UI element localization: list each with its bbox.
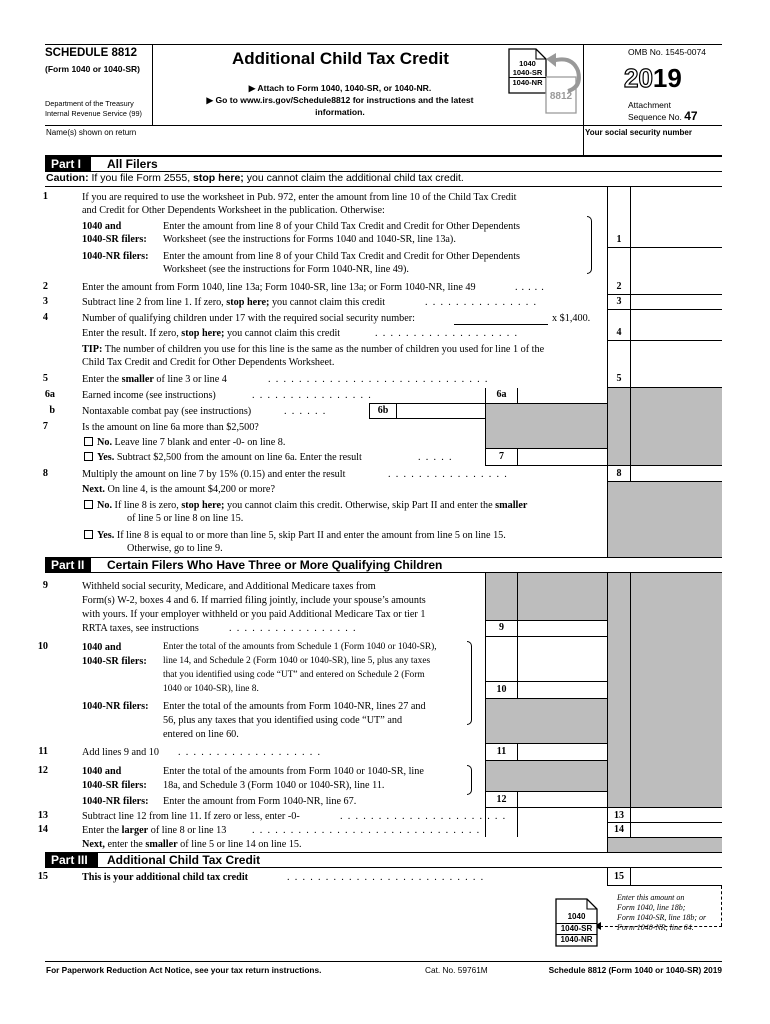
line3-text — [82, 296, 385, 309]
line8-rule — [607, 481, 722, 482]
line1-filer1b: 1040-SR filers: — [82, 234, 147, 245]
footer-cat: Cat. No. 59761M — [425, 965, 488, 975]
line10-nr-a: Enter the total of the amounts from Form 1040-NR, lines 27 and — [163, 701, 426, 712]
line14-leader: .............................. — [252, 825, 485, 836]
line15-pointer-v — [721, 886, 722, 926]
line3-label: 3 — [616, 296, 622, 307]
line15-note-2: Form 1040, line 18b; — [617, 903, 686, 912]
line9-rule — [485, 636, 607, 637]
footer-rule — [45, 961, 722, 962]
line6a-label: 6a — [496, 389, 507, 400]
line4-children-line — [454, 324, 548, 325]
tip-body: The number of children you use for this line is the same as the number of children you used for line 1 of the — [102, 344, 545, 355]
footer-paperwork: For Paperwork Reduction Act Notice, see your tax return instructions. — [46, 965, 322, 975]
line7-text: Is the amount on line 6a more than $2,500? — [82, 422, 259, 433]
line14-text-c: of line 8 or line 13 — [148, 825, 227, 836]
part3-header — [45, 852, 722, 868]
line3-leader: ............... — [425, 297, 542, 308]
line7-number: 7 — [42, 421, 48, 432]
icon-bottom-1040nr: 1040-NR — [556, 934, 597, 945]
line8-no-text-b: If line 8 is zero, — [112, 500, 182, 511]
part2-title: Certain Filers Who Have Three or More Qualifying Children — [107, 558, 443, 572]
line1-filer1c: Enter the amount from line 8 of your Child Tax Credit and Credit for Other Dependents — [163, 221, 520, 232]
line7-no-checkbox[interactable] — [84, 437, 93, 446]
line12-number: 12 — [37, 765, 48, 776]
line3-amount[interactable] — [631, 295, 721, 309]
attachment-label: Attachment — [628, 100, 671, 110]
line6a-text: Earned income (see instructions) — [82, 390, 216, 401]
line6b-label: 6b — [377, 405, 389, 416]
line8-leader: ................ — [388, 469, 512, 480]
line13-number: 13 — [37, 810, 48, 821]
line10-text-a: Enter the total of the amounts from Schedule 1 (Form 1040 or 1040-SR), — [163, 642, 437, 652]
line12-nr: 1040-NR filers: — [82, 796, 149, 807]
line4-text-a: Number of qualifying children under 17 with the required social security number: — [82, 313, 415, 324]
line4-leader: ................... — [375, 328, 523, 339]
line1-filer1a: 1040 and — [82, 221, 122, 232]
tip-label: TIP: — [82, 344, 103, 355]
line8-yes-text: If line 8 is equal to or more than line 5, skip Part II and enter the amount from line 5 on line 15. — [114, 530, 506, 541]
dept-irs: Internal Revenue Service (99) — [45, 109, 142, 118]
line6b-amount[interactable] — [397, 404, 484, 418]
line8-next-text: On line 4, is the amount $4,200 or more? — [104, 484, 275, 495]
line4-text-e: you cannot claim this credit — [224, 328, 341, 339]
line8-no-text-d: you cannot claim this credit. Otherwise, skip Part II and enter the — [224, 500, 496, 511]
line4-amount[interactable] — [631, 325, 721, 340]
line2-label: 2 — [616, 281, 622, 292]
line3-number: 3 — [42, 296, 48, 307]
line11-text: Add lines 9 and 10 — [82, 747, 159, 758]
line2-number: 2 — [42, 281, 48, 292]
line4-label: 4 — [616, 327, 622, 338]
line3-text-a: Subtract line 2 from line 1. If zero, — [82, 297, 227, 308]
line2-leader: ..... — [515, 282, 548, 293]
line11-number: 11 — [38, 746, 48, 757]
line3-stop: stop here; — [226, 297, 270, 308]
caution-text-b: you cannot claim the additional child tax credit. — [243, 172, 464, 184]
line15-number: 15 — [37, 871, 48, 882]
line10-number: 10 — [37, 641, 48, 652]
icon-label-1040nr: 1040-NR — [509, 77, 546, 87]
caution-text-a: If you file Form 2555, — [88, 172, 194, 184]
form-ref: (Form 1040 or 1040-SR) — [45, 64, 140, 74]
line14-number: 14 — [37, 824, 48, 835]
line15-note-3: Form 1040-SR, line 18b; or — [617, 913, 707, 922]
line15-text: This is your additional child tax credit — [82, 872, 249, 883]
line8-no-smaller: smaller — [495, 500, 528, 511]
sequence-text: Sequence No. — [628, 112, 682, 122]
line11-leader: ................... — [178, 747, 326, 758]
line14-amount[interactable] — [631, 823, 721, 837]
line6b-number: b — [49, 405, 55, 416]
names-input[interactable] — [46, 138, 576, 155]
line3-text-c: you cannot claim this credit — [269, 297, 386, 308]
part3-tag: Part III — [45, 853, 98, 868]
line10-label: 10 — [496, 684, 507, 695]
line8-next-label: Next. — [82, 484, 105, 495]
line7-yes-label: Yes. — [97, 452, 115, 463]
goto-instruction: ▶ Go to www.irs.gov/Schedule8812 for instructions and the latest — [206, 95, 474, 105]
line7-yes-text: Subtract $2,500 from the amount on line 6a. Enter the result — [114, 452, 362, 463]
line5-label: 5 — [616, 373, 622, 384]
line9-label: 9 — [499, 622, 504, 633]
shaded-6a-7 — [631, 388, 722, 465]
line14-next-smaller: smaller — [145, 839, 178, 850]
attach-instruction: ▶ Attach to Form 1040, 1040-SR, or 1040-NR. — [248, 83, 432, 93]
line5-text-a: Enter the — [82, 374, 122, 385]
caution-stop: stop here; — [193, 172, 244, 184]
line5-amount[interactable] — [631, 372, 721, 387]
line5-text — [82, 373, 227, 386]
p2-shade-label — [486, 573, 517, 620]
line13-label: 13 — [614, 810, 624, 821]
line10-text-c: that you identified using code “UT” and entered on Schedule 2 (Form — [163, 670, 425, 680]
line4-rule — [607, 340, 722, 341]
line9-text-a: Withheld social security, Medicare, and Additional Medicare taxes from — [82, 581, 376, 592]
line8-number: 8 — [42, 468, 48, 479]
line6b-7-shade — [486, 404, 607, 448]
header-left — [45, 44, 153, 126]
line12-label: 12 — [496, 794, 507, 805]
line4-number: 4 — [42, 312, 48, 323]
line10-filer-b: 1040-SR filers: — [82, 656, 147, 667]
line14-text — [82, 824, 226, 837]
part1-title: All Filers — [107, 157, 158, 171]
line13-text: Subtract line 12 from line 11. If zero or less, enter -0- — [82, 811, 300, 822]
line12-filer-a: 1040 and — [82, 766, 122, 777]
line1-label: 1 — [616, 234, 622, 245]
line6a-leader: ................ — [252, 390, 376, 401]
tax-year-bold: 19 — [652, 63, 682, 93]
part3-title: Additional Child Tax Credit — [107, 853, 261, 867]
line8-text: Multiply the amount on line 7 by 15% (0.15) and enter the result — [82, 469, 346, 480]
line10-brace — [467, 641, 472, 725]
line14-next-text-d: of line 5 or line 14 on line 15. — [177, 839, 302, 850]
shaded-8-next — [608, 482, 722, 557]
line4-stop: stop here; — [181, 328, 225, 339]
goto-instruction-2: information. — [315, 107, 365, 117]
line9-text-b: Form(s) W-2, boxes 4 and 6. If married filing jointly, include your spouse’s amounts — [82, 595, 426, 606]
line6b-text: Nontaxable combat pay (see instructions) — [82, 406, 252, 417]
line9-amount[interactable] — [518, 621, 606, 636]
caution-label: Caution: — [46, 172, 89, 184]
line10-nr-shade — [486, 699, 607, 743]
line1-filer1d: Worksheet (see the instructions for Forms 1040 and 1040-SR, line 13a). — [163, 234, 456, 245]
line6a-amount[interactable] — [518, 389, 606, 403]
line13-amount[interactable] — [631, 808, 721, 822]
line7-no-label: No. — [97, 437, 112, 448]
line9-text-d: RRTA taxes, see instructions — [82, 623, 199, 634]
tip-text-2: Child Tax Credit and Credit for Other Dependents Worksheet. — [82, 357, 335, 368]
line7-yes — [84, 451, 362, 464]
icon-label-8812: 8812 — [549, 91, 573, 102]
line10-amount[interactable] — [518, 682, 606, 698]
line2-amount[interactable] — [631, 279, 721, 294]
names-label: Name(s) shown on return — [46, 128, 137, 137]
part2-header — [45, 557, 722, 573]
line5-rule — [607, 387, 722, 388]
sequence-number: 47 — [684, 109, 698, 123]
schedule-title: SCHEDULE 8812 — [45, 47, 138, 59]
line3-rule — [607, 309, 722, 310]
line7-leader: ..... — [418, 452, 457, 463]
line5-leader: ............................. — [268, 374, 493, 385]
icon-bottom-1040: 1040 — [567, 912, 586, 921]
part1-tag: Part I — [45, 157, 91, 172]
tip-text — [82, 343, 544, 356]
line5-smaller: smaller — [121, 374, 154, 385]
ssn-label: Your social security number — [585, 128, 692, 137]
line7-amount[interactable] — [518, 449, 607, 465]
line10-nr: 1040-NR filers: — [82, 701, 149, 712]
p2-shade-amt — [518, 573, 607, 620]
line14-next-shade — [608, 838, 722, 852]
line6a-number: 6a — [44, 389, 55, 400]
line5-number: 5 — [42, 373, 48, 384]
line8-yes-label: Yes. — [97, 530, 115, 541]
line1-filer2c: Worksheet (see the instructions for Form 1040-NR, line 49). — [163, 264, 409, 275]
part1-caution — [46, 172, 464, 184]
line7-no — [84, 436, 285, 449]
form-1040-icon — [555, 898, 599, 948]
line4-text-c1: Enter the result. If zero, — [82, 328, 182, 339]
icon-bottom-1040sr: 1040-SR — [556, 923, 597, 934]
line12-filer-b: 1040-SR filers: — [82, 780, 147, 791]
form-title: Additional Child Tax Credit — [232, 49, 449, 68]
line9-text-c: with yours. If your employer withheld or you paid Additional Medicare Tax or tier 1 — [82, 609, 426, 620]
form-attach-icon — [506, 47, 582, 123]
line6b-leader: ...... — [284, 406, 331, 417]
p2-shade-right — [608, 573, 722, 808]
line12-amount[interactable] — [518, 792, 606, 807]
header-right — [583, 44, 722, 126]
line14-larger: larger — [121, 825, 149, 836]
line10-nr-c: entered on line 60. — [163, 729, 239, 740]
line14-label: 14 — [614, 824, 624, 835]
line12-shade — [486, 761, 607, 791]
line7-no-text: Leave line 7 blank and enter -0- on line 8. — [112, 437, 286, 448]
line11-label: 11 — [496, 746, 507, 757]
line14-next — [82, 838, 302, 851]
line11-amount[interactable] — [518, 744, 606, 760]
line8-amount[interactable] — [631, 466, 721, 481]
line1-filer2a: 1040-NR filers: — [82, 251, 149, 262]
icon-label-1040: 1040 — [519, 59, 536, 68]
line14-next-label: Next, — [82, 839, 105, 850]
line1-filer2b: Enter the amount from line 8 of your Child Tax Credit and Credit for Other Dependents — [163, 251, 520, 262]
dept-treasury: Department of the Treasury — [45, 99, 134, 108]
ssn-input[interactable] — [585, 138, 720, 155]
part2-tag: Part II — [45, 558, 91, 573]
line4-text-c — [82, 327, 340, 340]
line13-leader: ...................... — [340, 811, 511, 822]
part1-header — [45, 156, 722, 172]
line12-text-a: Enter the total of the amounts from Form 1040 or 1040-SR, line — [163, 766, 424, 777]
caution-divider — [45, 186, 722, 187]
line7-yes-checkbox[interactable] — [84, 452, 93, 461]
line1-rule — [607, 247, 722, 248]
line5-text-c: of line 3 or line 4 — [153, 374, 227, 385]
shaded-6a-7-lbl — [608, 388, 630, 465]
ssn-divider — [583, 126, 584, 156]
line1-text-b: and Credit for Other Dependents Worksheet in the publication. Otherwise: — [82, 205, 385, 216]
line12-text-b: 18a, and Schedule 3 (Form 1040 or 1040-SR), line 11. — [163, 780, 385, 791]
line14-next-text-b: enter the — [104, 839, 146, 850]
line8-next — [82, 483, 275, 496]
line15-note-1: Enter this amount on — [617, 893, 685, 902]
tax-year — [624, 64, 682, 92]
line10-text-d: 1040 or 1040-SR), line 8. — [163, 684, 259, 694]
line12-nr-a: Enter the amount from Form 1040-NR, line 67. — [163, 796, 357, 807]
line1-text-a: If you are required to use the worksheet in Pub. 972, enter the amount from line 10 of the Child Tax Credit — [82, 192, 517, 203]
line8-label: 8 — [616, 468, 622, 479]
icon-label-1040sr: 1040-SR — [512, 68, 543, 77]
line1-number: 1 — [42, 191, 48, 202]
line10-text-b: line 14, and Schedule 2 (Form 1040 or 1040-SR), line 5, plus any taxes — [163, 656, 431, 666]
line8-yes — [84, 529, 506, 542]
line8-yes-cont: Otherwise, go to line 9. — [127, 543, 223, 554]
line8-no-cont: of line 5 or line 8 on line 15. — [127, 513, 244, 524]
line12-brace — [467, 765, 472, 795]
line8-yes-checkbox[interactable] — [84, 530, 93, 539]
line15-amount[interactable] — [631, 869, 721, 885]
line9-leader: ................. — [229, 623, 361, 634]
line8-no-stop: stop here; — [181, 500, 225, 511]
line8-no-checkbox[interactable] — [84, 500, 93, 509]
line9-number: 9 — [42, 580, 48, 591]
line2-text: Enter the amount from Form 1040, line 13a; Form 1040-SR, line 13a; or Form 1040-NR, line 49 — [82, 282, 476, 293]
footer-schedule: Schedule 8812 (Form 1040 or 1040-SR) 2019 — [548, 965, 722, 975]
omb-number: OMB No. 1545-0074 — [628, 47, 706, 57]
line15-note-4: Form 1040-NR, line 64. — [617, 923, 694, 932]
line14-text-a: Enter the — [82, 825, 122, 836]
tax-year-outline: 20 — [624, 63, 653, 93]
line15-label: 15 — [614, 871, 624, 882]
line8-no — [84, 499, 527, 512]
sequence-label — [628, 109, 698, 123]
line7-label: 7 — [499, 451, 504, 462]
line15-leader: .......................... — [287, 872, 489, 883]
line10-nr-b: 56, plus any taxes that you identified using code “UT” and — [163, 715, 403, 726]
line4-children-input[interactable] — [454, 311, 548, 324]
line10-filer-a: 1040 and — [82, 642, 122, 653]
line1-amount[interactable] — [631, 228, 721, 247]
line15-note — [617, 893, 706, 933]
line4-multiplier: x $1,400. — [552, 313, 591, 324]
line8-no-label: No. — [97, 500, 112, 511]
line1-brace — [587, 216, 592, 274]
